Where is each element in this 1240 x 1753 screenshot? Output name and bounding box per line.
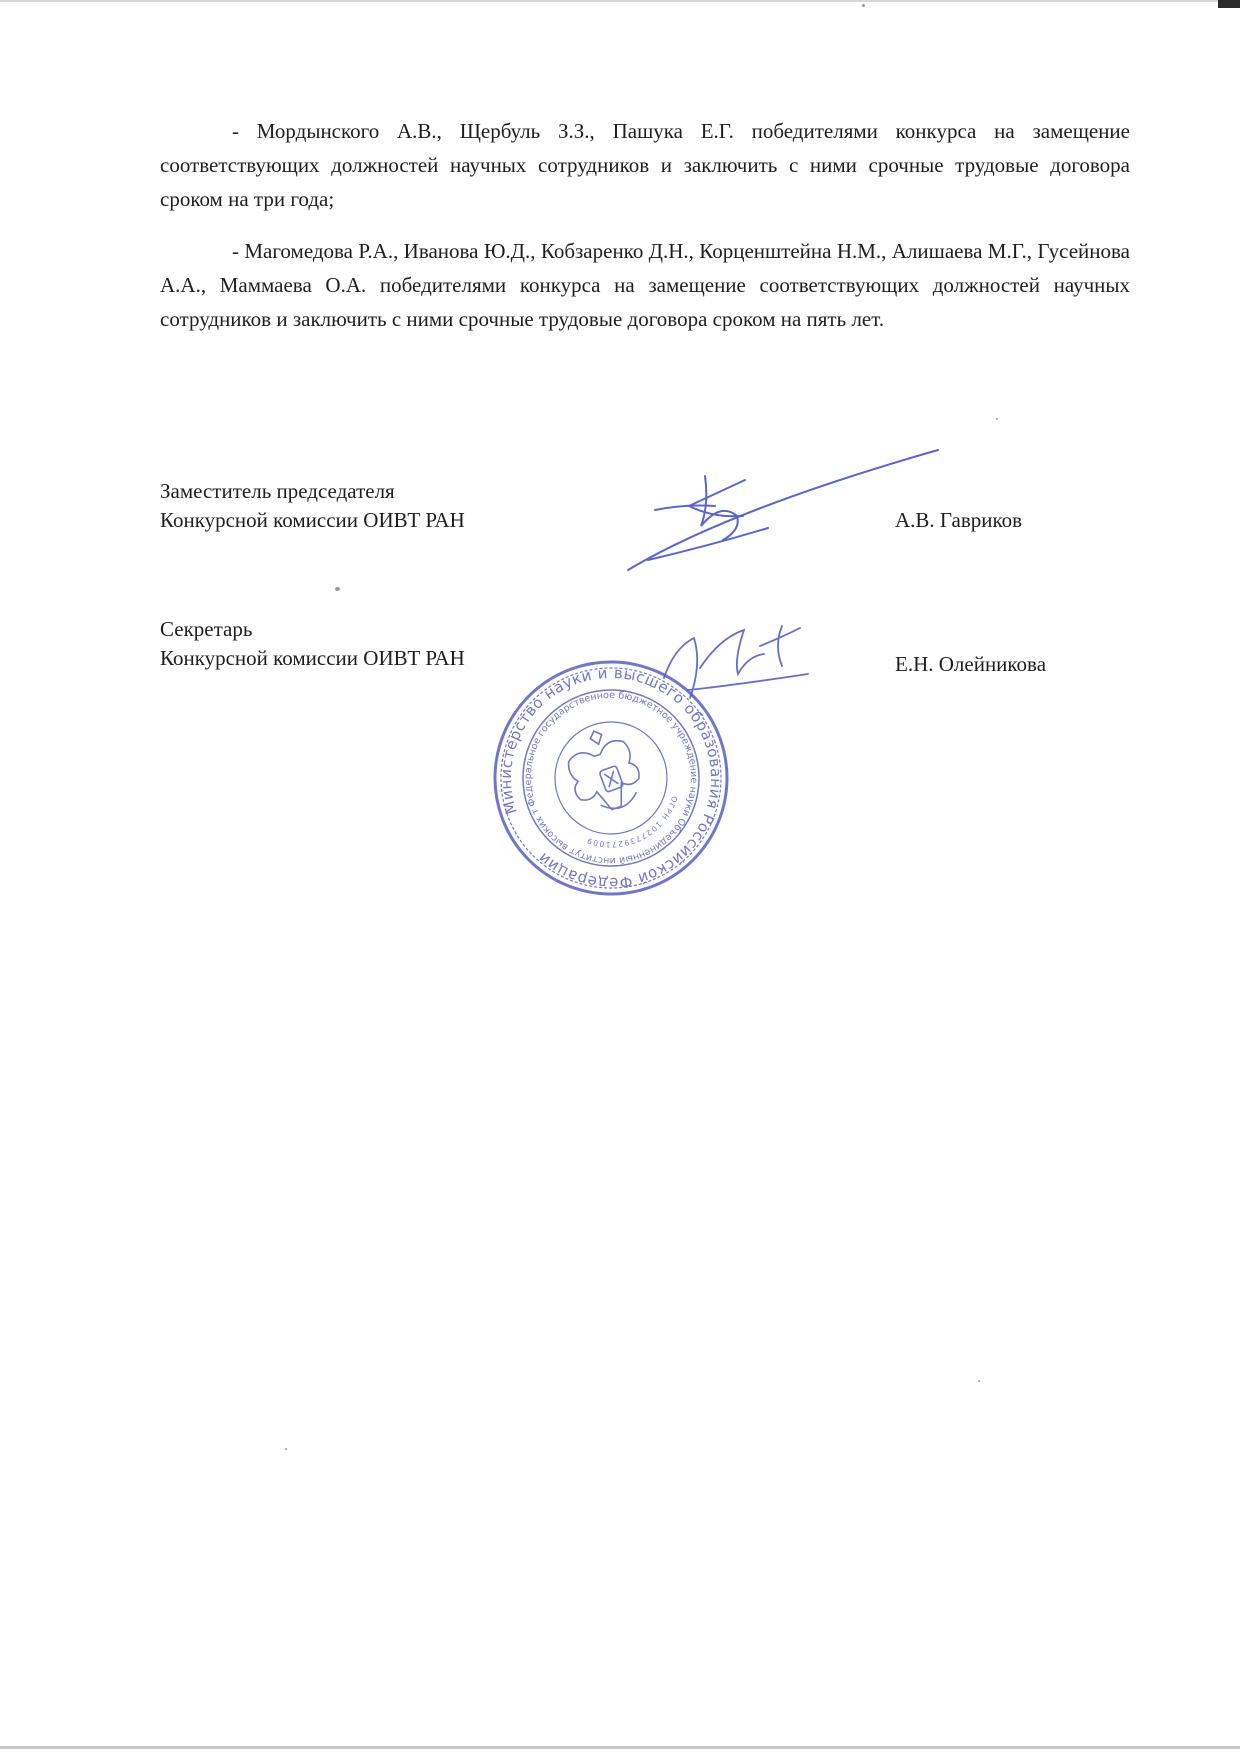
signatory-role: Заместитель председателя — [160, 479, 395, 503]
paragraph-winners-five-years: - Магомедова Р.А., Иванова Ю.Д., Кобзаренко Д.Н., Корценштейна Н.М., Алишаева М.Г., Гусейнова А.А., Маммаева О.А. победителями конкурса на замещение соответствующих должностей научных сотрудников и заключить с ними срочные трудовые договора сроком на пять лет. — [160, 239, 1130, 331]
signatory-deputy-chair — [160, 477, 465, 535]
scan-edge-top — [0, 0, 1240, 2]
signatory-name-deputy-chair: А.В. Гавриков — [895, 508, 1023, 532]
scan-speck — [862, 4, 865, 7]
stamp-middle-text: Федеральное государственное бюджетное учреждение науки Объединенный институт высоких температур — [522, 689, 700, 867]
scan-speck — [335, 587, 340, 591]
signature-secretary — [664, 626, 808, 698]
scan-corner-mark — [1218, 0, 1240, 8]
signature-deputy-chair — [628, 450, 938, 570]
signatory-role: Секретарь — [160, 617, 253, 641]
stamp-outer-text: Министерство науки и высшего образования Российской Федерации — [496, 663, 726, 893]
scan-speck — [978, 1380, 980, 1382]
signatory-commission: Конкурсной комиссии ОИВТ РАН — [160, 646, 465, 670]
signatory-commission: Конкурсной комиссии ОИВТ РАН — [160, 508, 465, 532]
scan-speck — [996, 418, 998, 420]
stamp-ogrn: ОГРН 1027739271009 — [584, 795, 680, 850]
paragraph-winners-three-years: - Мордынского А.В., Щербуль З.З., Пашука Е.Г. победителями конкурса на замещение соответствующих должностей научных сотрудников и заключить с ними срочные трудовые договора сроком на три года; — [160, 119, 1130, 211]
svg-text:ОГРН 1027739271009 — [579, 793, 689, 861]
signatory-name-secretary: Е.Н. Олейникова — [895, 652, 1047, 676]
coat-of-arms-icon — [558, 721, 648, 820]
scan-edge-bottom — [0, 1746, 1240, 1749]
svg-text:Министерство науки и высшего о — [465, 632, 758, 924]
signatory-secretary — [160, 615, 465, 673]
scan-speck — [285, 1448, 287, 1450]
